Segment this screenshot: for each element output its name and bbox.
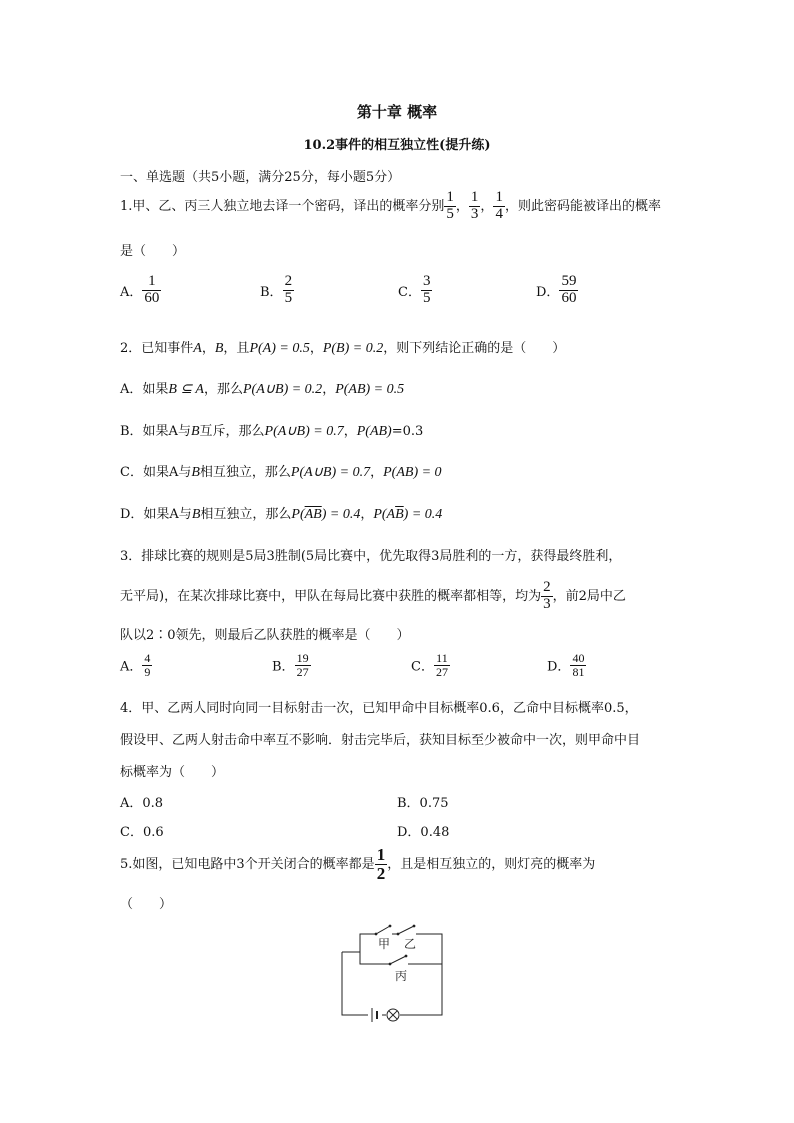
q1-option-d[interactable]: D． $\frac{59}{60}$	[536, 273, 577, 306]
q3-option-d[interactable]: D． $\frac{40}{81}$	[547, 651, 585, 679]
q1-fraction-2: $\frac{1}{3}$	[470, 189, 479, 222]
question-4-line-3: 标概率为（ ）	[120, 765, 225, 780]
q3-fraction: $\frac{2}{3}$	[543, 579, 551, 612]
q5-fraction: $\frac{1}{2}$	[376, 845, 386, 883]
question-1-line-2: 是（ ）	[120, 244, 186, 259]
q1-fraction-1: $\frac{1}{5}$	[446, 189, 454, 222]
q3-option-b[interactable]: B． $\frac{19}{27}$	[272, 651, 309, 679]
q1-fraction-3: $\frac{1}{4}$	[495, 189, 503, 222]
q2-option-a[interactable]: A．如果B ⊆ A，那么P(A∪B) = 0.2，P(AB) = 0.5	[120, 382, 405, 397]
circuit-wire-top	[342, 926, 442, 952]
question-3-line-3: 队以2∶0领先，则最后乙队获胜的概率是（ ）	[120, 628, 410, 643]
circuit-wire-middle	[360, 952, 442, 964]
q4-option-d[interactable]: D．0.48	[397, 825, 450, 840]
q4-option-b[interactable]: B．0.75	[397, 796, 449, 811]
q1-option-a[interactable]: A． $\frac{1}{60}$	[120, 273, 160, 306]
q4-option-c[interactable]: C．0.6	[120, 825, 164, 840]
chapter-title: 第十章 概率	[356, 103, 438, 121]
q2-option-d[interactable]: D．如果A与B相互独立，那么$P(\overline{AB}) = 0.4$，$P(A\overline{B}) = 0.4$	[120, 507, 443, 522]
circuit-wire-outer	[342, 952, 442, 1015]
switch-label-jia: 甲	[378, 937, 391, 951]
question-2-stem: 2．已知事件A，B，且P(A) = 0.5，P(B) = 0.2，则下列结论正确的是（ ）	[120, 341, 566, 356]
q4-option-a[interactable]: A．0.8	[120, 796, 164, 811]
question-1-options	[120, 274, 680, 318]
question-4-line-1: 4．甲、乙两人同时向同一目标射击一次，已知甲命中目标概率0.6，乙命中目标概率0.5，	[120, 701, 638, 716]
question-1-line-1: 1.甲、乙、丙三人独立地去译一个密码，译出的概率分别 $\frac{1}{5}$ ， $\frac{1}{3}$ ， $\frac{1}{4}$ ，则此密码能被译出的概率	[120, 189, 661, 222]
q3-option-c[interactable]: C． $\frac{11}{27}$	[411, 651, 448, 679]
section-heading: 一、单选题（共5小题，满分25分，每小题5分）	[120, 170, 401, 185]
circuit-diagram	[330, 918, 460, 1023]
question-3-options	[120, 652, 680, 688]
question-4-line-2: 假设甲、乙两人射击命中率互不影响．射击完毕后，获知目标至少被命中一次，则甲命中目	[120, 733, 641, 748]
switch-label-yi: 乙	[404, 937, 417, 951]
q1-option-c[interactable]: C． $\frac{3}{5}$	[398, 273, 431, 306]
question-5-line-1: 5.如图，已知电路中3个开关闭合的概率都是 $\frac{1}{2}$ ，且是相互独立的，则灯亮的概率为	[120, 845, 596, 883]
section-title: 10.2事件的相互独立性(提升练)	[303, 138, 491, 153]
question-5-line-2: （ ）	[120, 897, 173, 912]
q3-option-a[interactable]: A． $\frac{4}{9}$	[120, 651, 151, 679]
q2-option-c[interactable]: C．如果A与B相互独立，那么P(A∪B) = 0.7，P(AB) = 0	[120, 465, 442, 480]
question-3-line-1: 3．排球比赛的规则是5局3胜制(5局比赛中，优先取得3局胜利的一方，获得最终胜利，	[120, 549, 622, 564]
switch-label-bing: 丙	[395, 969, 408, 983]
question-3-line-2: 无平局)，在某次排球比赛中，甲队在每局比赛中获胜的概率都相等，均为 $\frac{2}{3}$ ，前2局中乙	[120, 579, 626, 612]
q2-option-b[interactable]: B．如果A与B互斥，那么P(A∪B) = 0.7，P(AB)=0.3	[120, 424, 424, 439]
q1-option-b[interactable]: B． $\frac{2}{5}$	[260, 273, 293, 306]
